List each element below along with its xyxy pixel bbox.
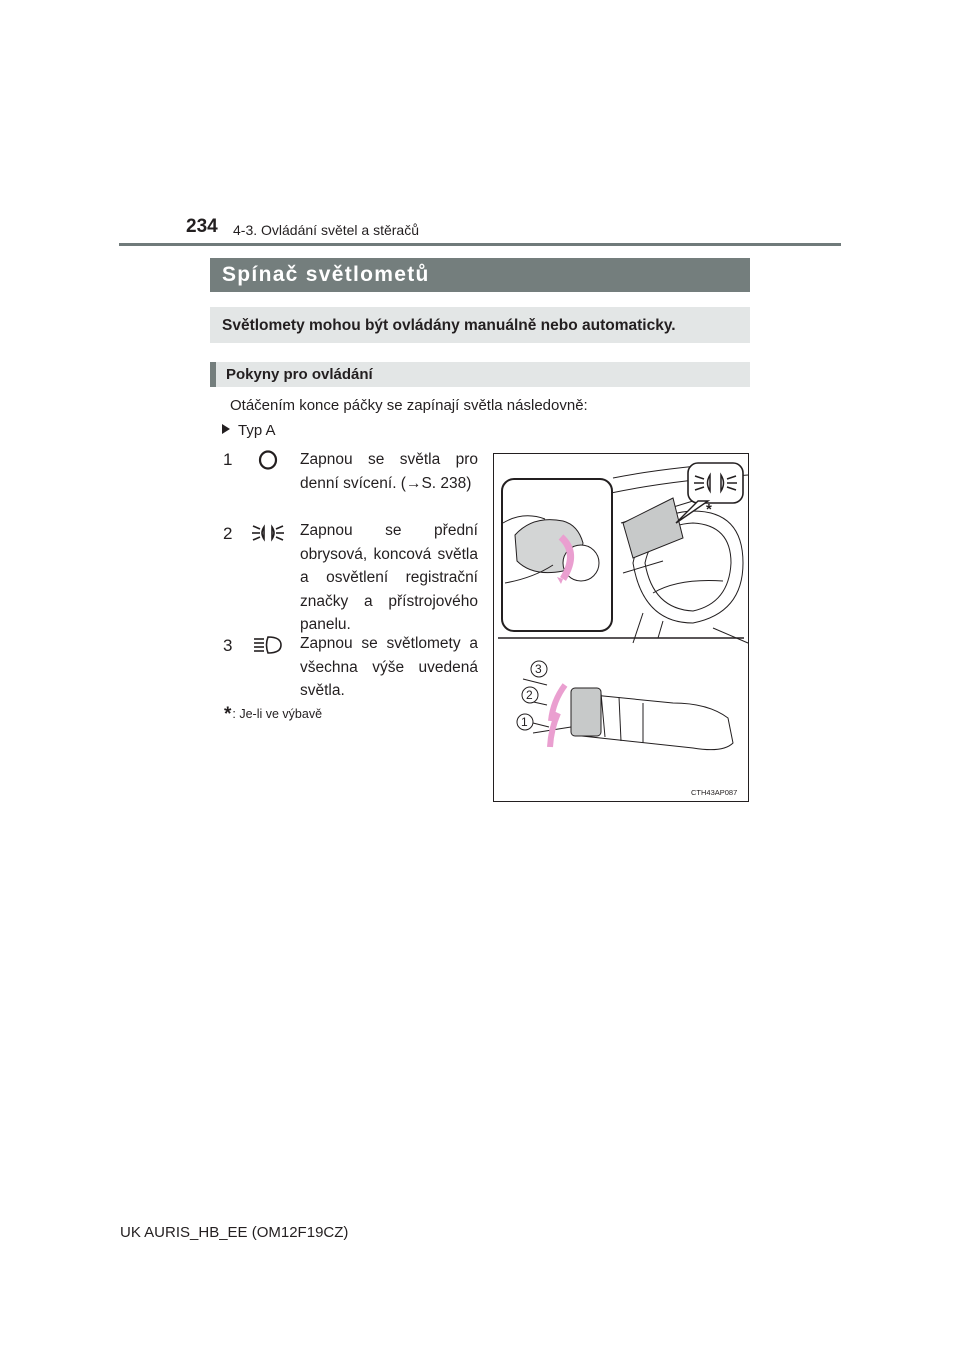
page-number: 234 (186, 216, 218, 237)
daytime-running-light-icon (254, 448, 282, 472)
headlight-icon (250, 632, 286, 658)
illustration-code: CTH43AP087 (691, 788, 738, 797)
subheading-marker (210, 362, 216, 387)
hand-inset (502, 479, 612, 631)
header-rule (119, 243, 841, 246)
footnote (224, 704, 322, 726)
section-path: 4-3. Ovládání světel a stěračů (233, 222, 419, 238)
item-text: Zapnou se přední obrysová, koncová světla a osvětlení registrační značky a přístrojového panelu. (300, 522, 478, 633)
light-switch-illustration (493, 453, 749, 802)
body-text: Otáčením konce páčky se zapínají světla následovně: (230, 397, 588, 414)
lever-label: 2 (526, 688, 533, 702)
item-number: 1 (223, 450, 233, 469)
type-label-line (222, 422, 276, 439)
tail-light-icon (250, 520, 286, 546)
triangle-bullet-icon (222, 424, 230, 434)
lever-label: 3 (535, 662, 542, 676)
type-label: Typ A (238, 422, 276, 439)
item-number: 3 (223, 636, 233, 655)
item-number: 2 (223, 524, 233, 543)
footnote-marker: * (224, 704, 232, 725)
item-text: Zapnou se světlomety a všechna výše uvedená světla. (300, 635, 478, 699)
footer: UK AURIS_HB_EE (OM12F19CZ) (120, 1224, 349, 1241)
lever-label: 1 (521, 715, 528, 729)
subheading: Pokyny pro ovládání (226, 366, 373, 383)
callout-marker: * (706, 501, 712, 518)
page-title: Spínač světlometů (222, 263, 430, 286)
item-text: Zapnou se světla pro denní svícení. (→S. 238) (300, 451, 478, 492)
intro-text: Světlomety mohou být ovládány manuálně nebo automaticky. (222, 317, 676, 334)
footnote-text: : Je-li ve výbavě (232, 707, 323, 721)
